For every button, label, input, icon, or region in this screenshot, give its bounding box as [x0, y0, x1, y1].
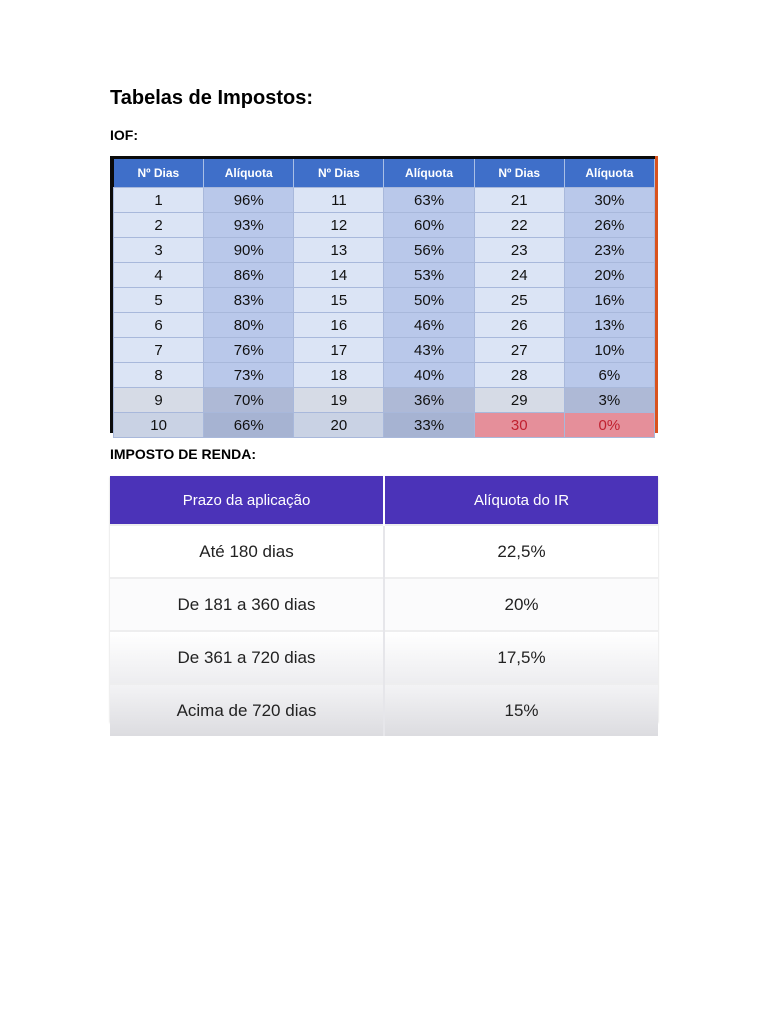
iof-days-cell: 18	[294, 363, 384, 388]
iof-table-row	[114, 413, 655, 438]
iof-table	[113, 159, 655, 438]
iof-days-cell: 7	[114, 338, 204, 363]
iof-days-cell: 12	[294, 213, 384, 238]
iof-table-row	[114, 363, 655, 388]
iof-days-cell: 23	[474, 238, 564, 263]
iof-rate-cell: 63%	[384, 188, 474, 213]
ir-rate-cell: 17,5%	[384, 631, 658, 684]
iof-rate-cell: 26%	[564, 213, 654, 238]
iof-rate-cell: 33%	[384, 413, 474, 438]
iof-days-cell: 8	[114, 363, 204, 388]
iof-rate-cell: 10%	[564, 338, 654, 363]
iof-rate-cell: 90%	[204, 238, 294, 263]
ir-rate-cell: 15%	[384, 684, 658, 736]
iof-table-row	[114, 188, 655, 213]
iof-days-cell: 9	[114, 388, 204, 413]
iof-days-cell: 28	[474, 363, 564, 388]
iof-rate-cell: 76%	[204, 338, 294, 363]
iof-rate-cell: 66%	[204, 413, 294, 438]
iof-days-cell: 13	[294, 238, 384, 263]
ir-table-row	[110, 578, 658, 631]
ir-term-cell: De 361 a 720 dias	[110, 631, 384, 684]
iof-table-row	[114, 238, 655, 263]
iof-rate-cell: 6%	[564, 363, 654, 388]
iof-rate-cell: 16%	[564, 288, 654, 313]
iof-days-cell: 4	[114, 263, 204, 288]
iof-days-cell: 15	[294, 288, 384, 313]
iof-rate-cell: 36%	[384, 388, 474, 413]
ir-section-label: IMPOSTO DE RENDA:	[110, 446, 256, 462]
iof-rate-cell: 0%	[564, 413, 654, 438]
iof-rate-cell: 13%	[564, 313, 654, 338]
iof-header-days-3: Nº Dias	[474, 159, 564, 188]
iof-table-row	[114, 263, 655, 288]
ir-term-cell: Até 180 dias	[110, 525, 384, 578]
iof-days-cell: 26	[474, 313, 564, 338]
iof-header-rate-1: Alíquota	[204, 159, 294, 188]
iof-days-cell: 22	[474, 213, 564, 238]
iof-table-row	[114, 288, 655, 313]
iof-days-cell: 16	[294, 313, 384, 338]
iof-rate-cell: 40%	[384, 363, 474, 388]
iof-header-days-2: Nº Dias	[294, 159, 384, 188]
ir-header-term: Prazo da aplicação	[110, 476, 384, 525]
iof-rate-cell: 56%	[384, 238, 474, 263]
iof-days-cell: 21	[474, 188, 564, 213]
ir-table-row	[110, 631, 658, 684]
iof-table-row	[114, 388, 655, 413]
iof-table-image	[110, 156, 658, 433]
iof-rate-cell: 93%	[204, 213, 294, 238]
iof-days-cell: 10	[114, 413, 204, 438]
iof-rate-cell: 70%	[204, 388, 294, 413]
iof-days-cell: 14	[294, 263, 384, 288]
iof-rate-cell: 23%	[564, 238, 654, 263]
iof-days-cell: 1	[114, 188, 204, 213]
iof-days-cell: 2	[114, 213, 204, 238]
iof-rate-cell: 46%	[384, 313, 474, 338]
ir-table-row	[110, 684, 658, 736]
iof-table-row	[114, 313, 655, 338]
ir-table-body	[110, 525, 658, 736]
ir-term-cell: Acima de 720 dias	[110, 684, 384, 736]
iof-days-cell: 17	[294, 338, 384, 363]
iof-rate-cell: 30%	[564, 188, 654, 213]
iof-days-cell: 25	[474, 288, 564, 313]
iof-days-cell: 30	[474, 413, 564, 438]
iof-days-cell: 29	[474, 388, 564, 413]
iof-days-cell: 27	[474, 338, 564, 363]
iof-rate-cell: 86%	[204, 263, 294, 288]
ir-table-image	[110, 476, 658, 722]
iof-days-cell: 11	[294, 188, 384, 213]
iof-rate-cell: 50%	[384, 288, 474, 313]
iof-rate-cell: 20%	[564, 263, 654, 288]
iof-rate-cell: 60%	[384, 213, 474, 238]
ir-table-row	[110, 525, 658, 578]
iof-rate-cell: 73%	[204, 363, 294, 388]
iof-table-row	[114, 213, 655, 238]
iof-header-rate-3: Alíquota	[564, 159, 654, 188]
page-title: Tabelas de Impostos:	[110, 87, 314, 109]
iof-table-body	[114, 188, 655, 438]
iof-header-days-1: Nº Dias	[114, 159, 204, 188]
iof-rate-cell: 80%	[204, 313, 294, 338]
iof-days-cell: 20	[294, 413, 384, 438]
iof-section-label: IOF:	[110, 127, 138, 143]
ir-term-cell: De 181 a 360 dias	[110, 578, 384, 631]
iof-rate-cell: 96%	[204, 188, 294, 213]
iof-days-cell: 24	[474, 263, 564, 288]
iof-days-cell: 19	[294, 388, 384, 413]
ir-table	[110, 476, 658, 736]
ir-rate-cell: 20%	[384, 578, 658, 631]
iof-rate-cell: 53%	[384, 263, 474, 288]
ir-rate-cell: 22,5%	[384, 525, 658, 578]
ir-header-row	[110, 476, 658, 525]
iof-days-cell: 3	[114, 238, 204, 263]
iof-header-rate-2: Alíquota	[384, 159, 474, 188]
iof-rate-cell: 43%	[384, 338, 474, 363]
ir-header-rate: Alíquota do IR	[384, 476, 658, 525]
iof-days-cell: 5	[114, 288, 204, 313]
iof-rate-cell: 83%	[204, 288, 294, 313]
iof-rate-cell: 3%	[564, 388, 654, 413]
iof-header-row	[114, 159, 655, 188]
iof-days-cell: 6	[114, 313, 204, 338]
iof-table-row	[114, 338, 655, 363]
